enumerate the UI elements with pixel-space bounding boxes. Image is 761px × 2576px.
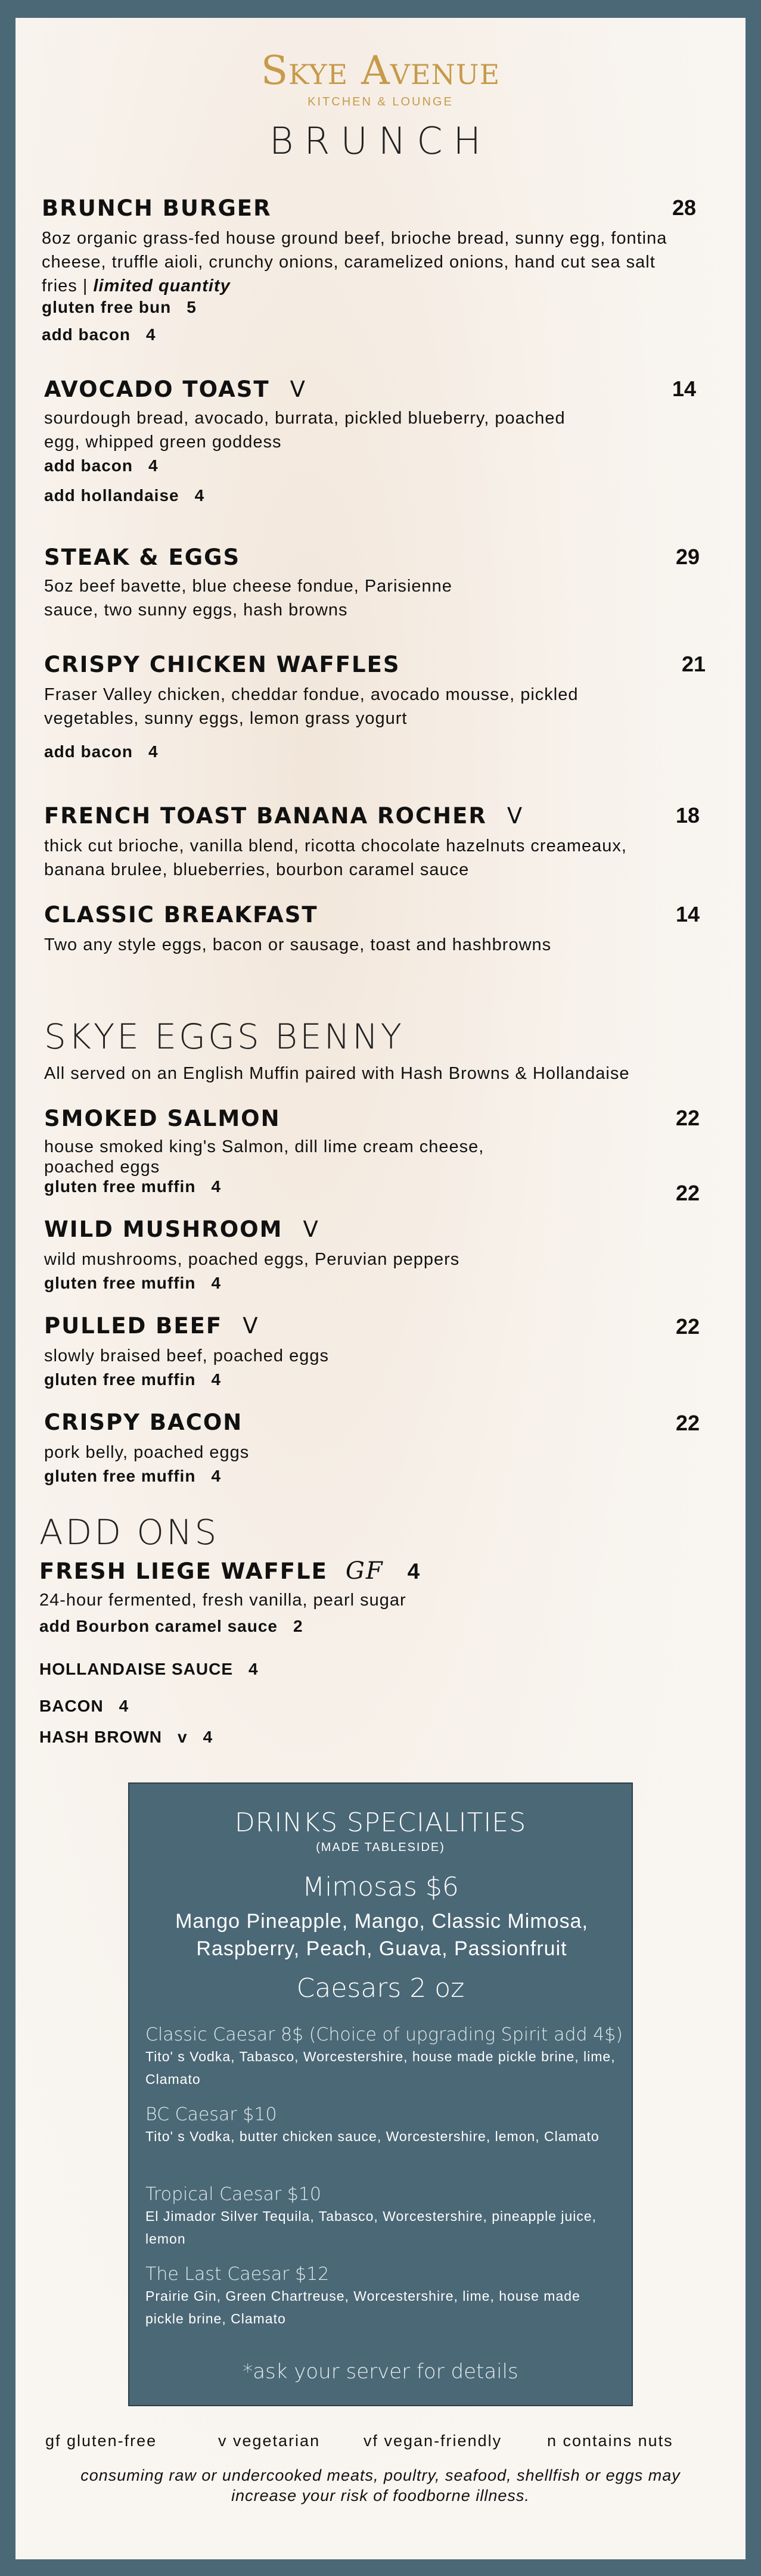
- vegetarian-tag: v: [178, 1728, 188, 1746]
- item-option: add hollandaise 4: [44, 486, 205, 505]
- caesar-title: Caesars 2 oz: [296, 1973, 465, 2003]
- item-option: add bacon 4: [44, 456, 159, 475]
- caesar-name: Classic Caesar 8$ (Choice of upgrading Spirit add 4$): [145, 2024, 623, 2045]
- item-option: gluten free muffin 4: [44, 1370, 222, 1389]
- caesar-description: Tito' s Vodka, Tabasco, Worcestershire, house made pickle brine, lime, Clamato: [145, 2049, 616, 2087]
- caesar-item: [145, 2184, 622, 2250]
- item-description: sourdough bread, avocado, burrata, pickled blueberry, poached egg, whipped green goddess: [44, 409, 566, 452]
- legend-vegan-friendly: vf vegan-friendly: [364, 2432, 502, 2450]
- limited-quantity-note: limited quantity: [93, 276, 231, 295]
- item-price: 28: [672, 195, 697, 220]
- item-price: 21: [682, 652, 706, 676]
- caesar-name: Tropical Caesar $10: [145, 2184, 322, 2205]
- legend-contains-nuts: n contains nuts: [547, 2432, 673, 2450]
- item-price: 22: [676, 1411, 700, 1435]
- section-title-benny: SKYE EGGS BENNY: [44, 1016, 404, 1057]
- item-price: 22: [676, 1106, 700, 1130]
- caesar-name: BC Caesar $10: [145, 2104, 277, 2125]
- drinks-subtitle: (MADE TABLESIDE): [316, 1841, 445, 1854]
- item-option: add Bourbon caramel sauce 2: [39, 1617, 303, 1635]
- caesar-description: El Jimador Silver Tequila, Tabasco, Worcestershire, pineapple juice, lemon: [145, 2208, 597, 2247]
- item-name: BRUNCH BURGER: [42, 195, 272, 221]
- brand-tagline: KITCHEN & LOUNGE: [307, 95, 454, 108]
- item-option: gluten free muffin 4: [44, 1274, 222, 1292]
- caesar-item: [145, 2024, 622, 2090]
- foodborne-illness-warning: consuming raw or undercooked meats, poultry, seafood, shellfish or eggs may increase your risk of foodborne illness.: [80, 2466, 681, 2505]
- drinks-footer: *ask your server for details: [243, 2360, 518, 2384]
- caesar-description: Prairie Gin, Green Chartreuse, Worcestershire, lime, house made pickle brine, Clamato: [145, 2288, 580, 2326]
- item-option: add bacon 4: [42, 325, 156, 344]
- item-description: 24-hour fermented, fresh vanilla, pearl sugar: [39, 1591, 406, 1610]
- item-description: 8oz organic grass-fed house ground beef, brioche bread, sunny egg, fontina cheese, truffle aioli, crunchy onions, caramelized onions, hand cut sea salt fries | limited quantity: [42, 229, 667, 295]
- item-description: Two any style eggs, bacon or sausage, toast and hashbrowns: [44, 935, 552, 954]
- caesar-item: [145, 2104, 622, 2148]
- addon-item: HOLLANDAISE SAUCE 4: [39, 1660, 259, 1678]
- brand-logo: Skye Avenue: [260, 48, 501, 94]
- item-name: CRISPY BACON: [44, 1410, 243, 1435]
- item-price: 29: [676, 545, 700, 569]
- item-name: AVOCADO TOAST V: [44, 377, 306, 402]
- item-name: CRISPY CHICKEN WAFFLES: [44, 652, 400, 677]
- section-title-addons: ADD ONS: [39, 1512, 219, 1553]
- item-option: add bacon 4: [44, 742, 159, 761]
- mimosa-list: Mango Pineapple, Mango, Classic Mimosa, Raspberry, Peach, Guava, Passionfruit: [175, 1910, 588, 1960]
- gluten-free-tag: GF: [345, 1557, 384, 1585]
- item-option: gluten free muffin 4: [44, 1177, 222, 1196]
- caesar-description: Tito' s Vodka, butter chicken sauce, Worcestershire, lemon, Clamato: [145, 2129, 600, 2144]
- item-option: gluten free bun 5: [42, 298, 197, 316]
- item-name: FRESH LIEGE WAFFLE GF 4: [39, 1557, 421, 1585]
- addon-item: BACON 4: [39, 1697, 129, 1715]
- vegetarian-tag: V: [507, 803, 524, 829]
- item-description: slowly braised beef, poached eggs: [44, 1346, 329, 1365]
- drinks-panel: [128, 1782, 633, 2406]
- item-price: 14: [676, 902, 700, 926]
- item-description: wild mushrooms, poached eggs, Peruvian peppers: [44, 1250, 460, 1269]
- drinks-title: DRINKS SPECIALITIES: [234, 1807, 527, 1838]
- vegetarian-tag: V: [290, 377, 306, 402]
- vegetarian-tag: V: [243, 1313, 259, 1339]
- item-name: FRENCH TOAST BANANA ROCHER V: [44, 803, 524, 829]
- caesar-item: [145, 2264, 622, 2330]
- item-description: thick cut brioche, vanilla blend, ricotta chocolate hazelnuts creameaux, banana brulee, blueberries, bourbon caramel sauce: [44, 836, 627, 879]
- legend-vegetarian: v vegetarian: [218, 2432, 321, 2450]
- item-name: CLASSIC BREAKFAST: [44, 902, 318, 928]
- item-option: gluten free muffin 4: [44, 1467, 222, 1485]
- vegetarian-tag: V: [303, 1217, 319, 1242]
- legend-gluten-free: gf gluten-free: [45, 2432, 157, 2450]
- item-description: house smoked king's Salmon, dill lime cream cheese, poached eggs: [44, 1137, 484, 1177]
- item-name: SMOKED SALMON: [44, 1106, 281, 1131]
- menu-page: [15, 18, 746, 2559]
- section-subtitle: All served on an English Muffin paired with Hash Browns & Hollandaise: [44, 1064, 630, 1083]
- addon-item: HASH BROWN v 4: [39, 1728, 213, 1746]
- mimosa-title: Mimosas $6: [302, 1872, 459, 1902]
- item-name: WILD MUSHROOM V: [44, 1217, 319, 1242]
- menu-title: BRUNCH: [269, 119, 492, 163]
- item-description: 5oz beef bavette, blue cheese fondue, Parisienne sauce, two sunny eggs, hash browns: [44, 577, 452, 620]
- caesar-name: The Last Caesar $12: [145, 2264, 330, 2285]
- item-description: Fraser Valley chicken, cheddar fondue, avocado mousse, pickled vegetables, sunny eggs, lemon grass yogurt: [44, 685, 579, 728]
- item-price: 22: [676, 1314, 700, 1339]
- item-name: PULLED BEEF V: [44, 1313, 259, 1339]
- item-price: 14: [672, 377, 697, 401]
- item-description: pork belly, poached eggs: [44, 1443, 250, 1462]
- item-price: 18: [676, 803, 700, 827]
- item-name: STEAK & EGGS: [44, 545, 241, 570]
- item-price: 22: [676, 1181, 700, 1205]
